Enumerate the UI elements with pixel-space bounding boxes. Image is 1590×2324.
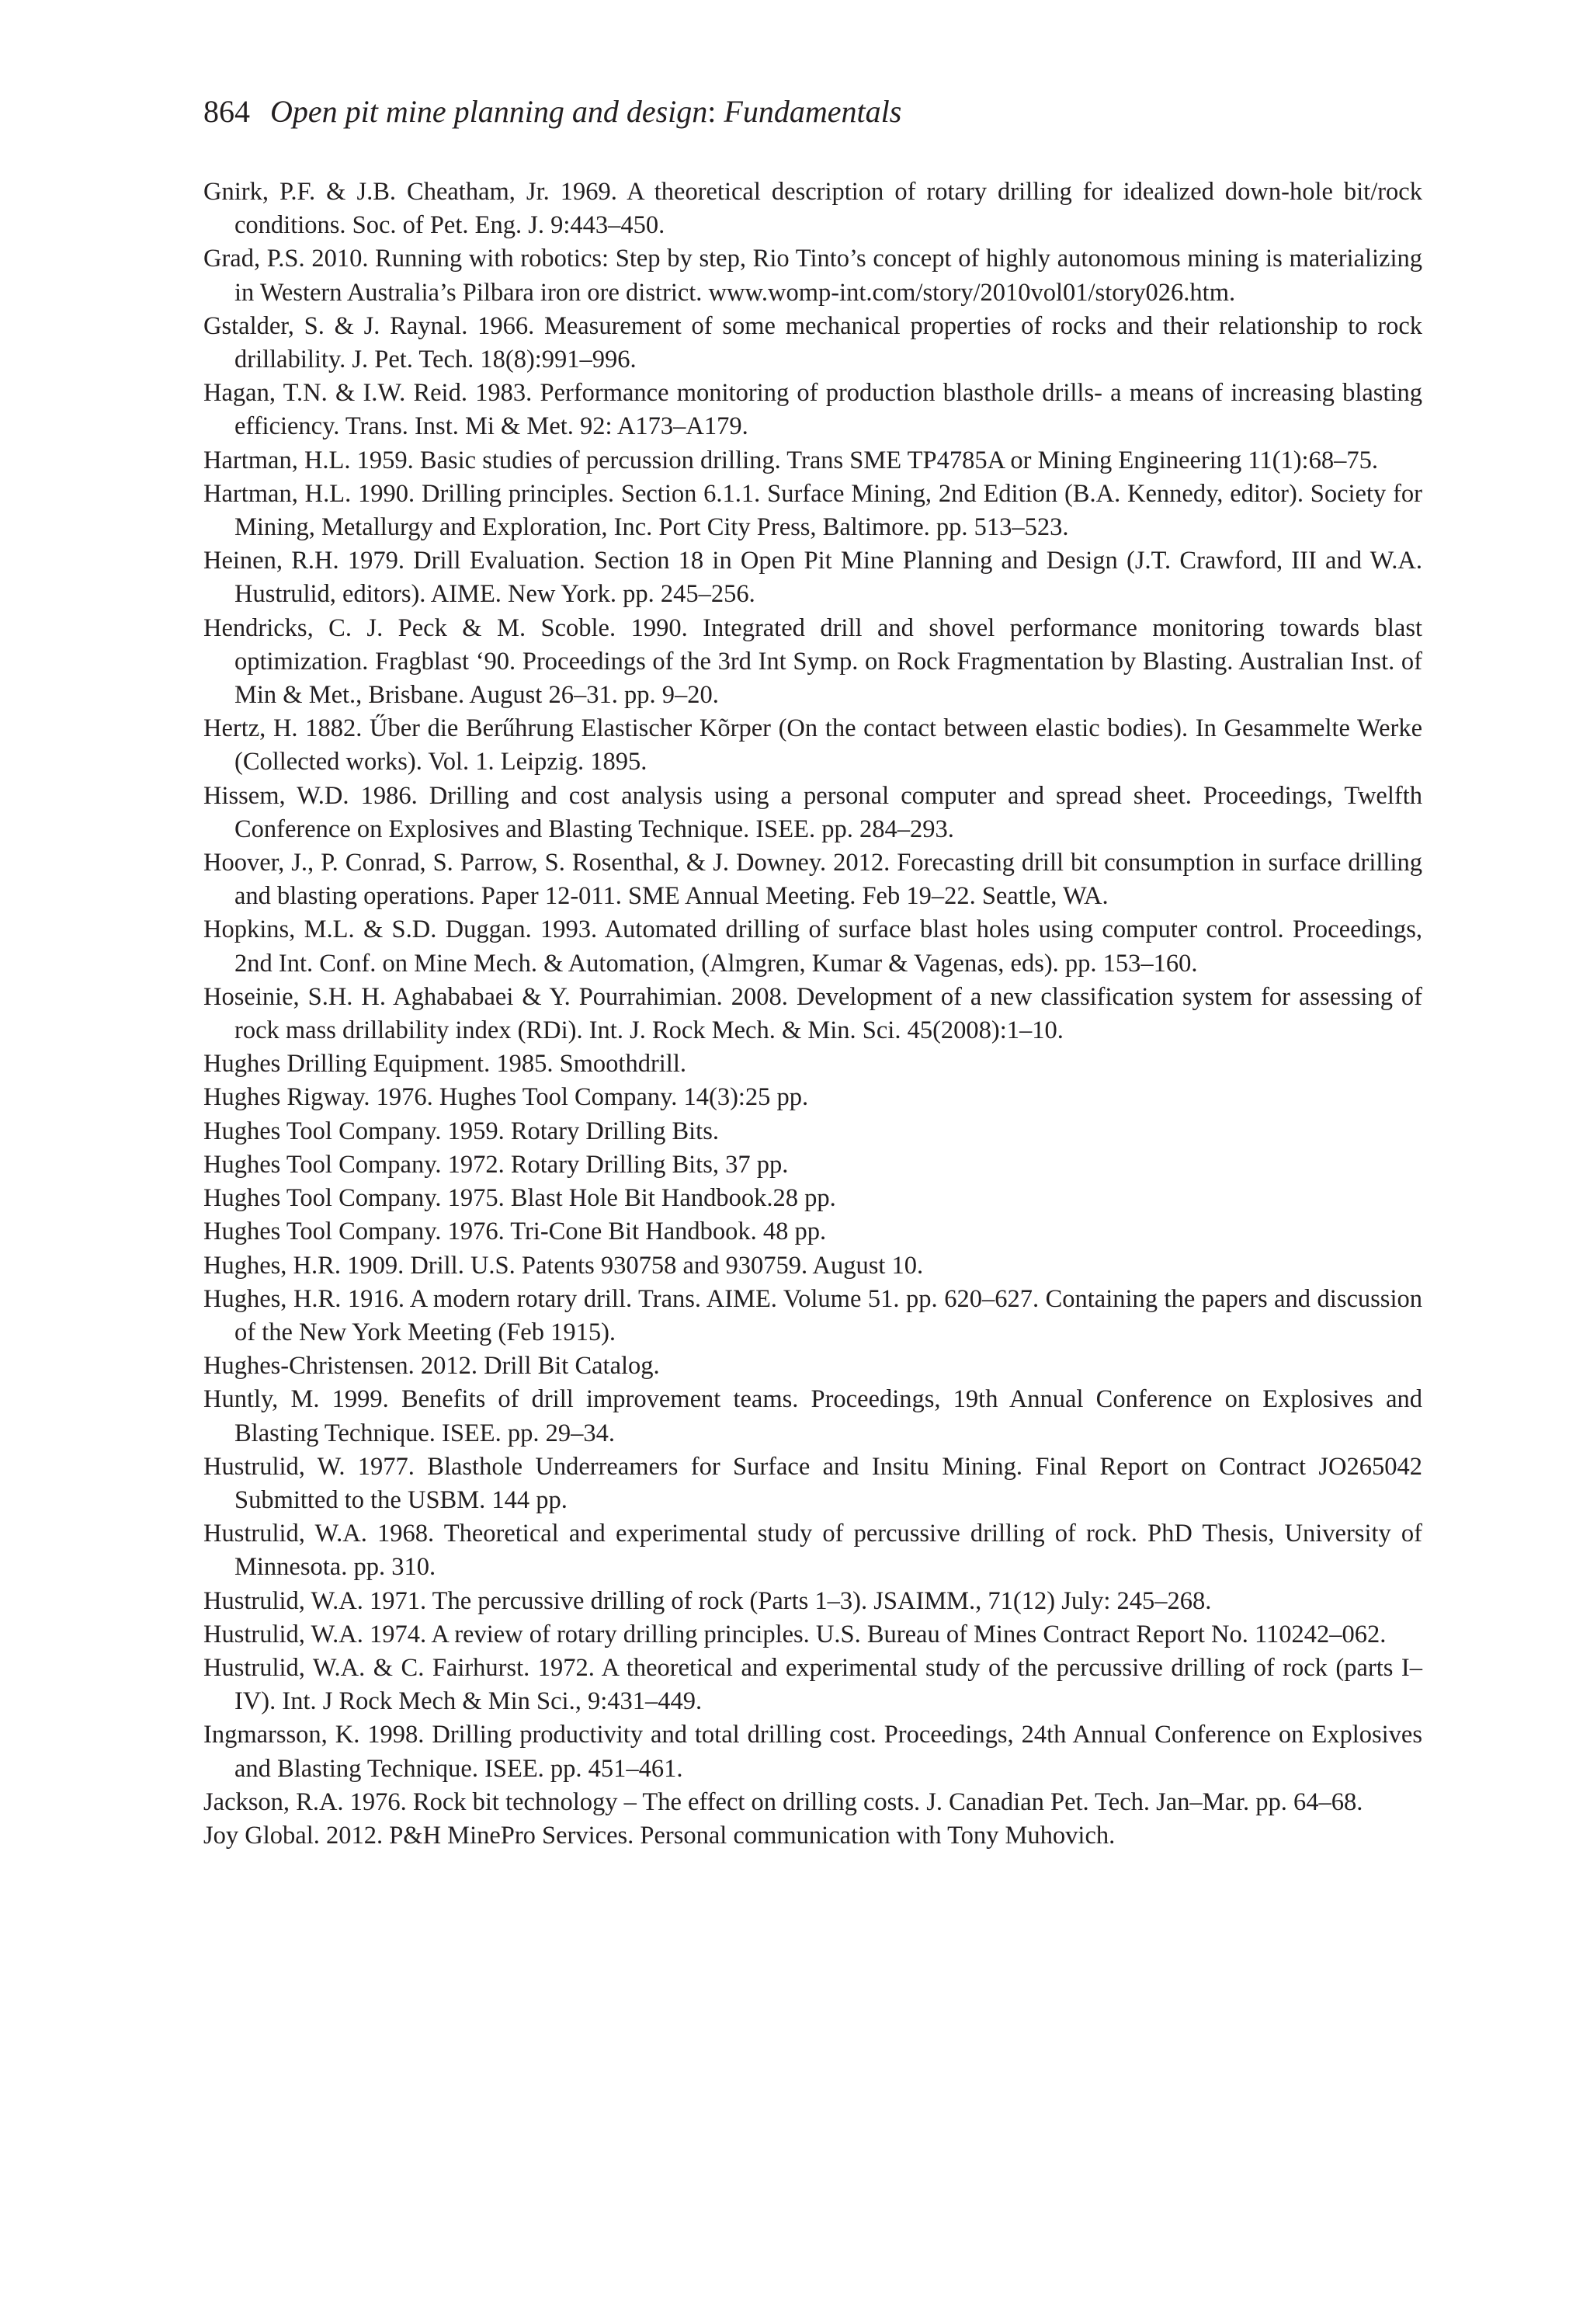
- reference-entry: Joy Global. 2012. P&H MinePro Services. Personal communication with Tony Muhovich.: [203, 1821, 1116, 1850]
- reference-entry: Hughes Rigway. 1976. Hughes Tool Company. 14(3):25 pp.: [203, 1083, 809, 1112]
- reference-list: [203, 175, 1422, 1853]
- reference-entry: Gstalder, S. & J. Raynal. 1966. Measurement of some mechanical properties of rocks and their relationship to rock drillability. J. Pet. Tech. 18(8):991–996.: [203, 311, 1422, 374]
- reference-entry: Hustrulid, W. 1977. Blasthole Underreamers for Surface and Insitu Mining. Final Report on Contract JO265042 Submitted to the USBM. 144 pp.: [203, 1452, 1422, 1514]
- book-title-separator: :: [707, 94, 724, 129]
- reference-entry: Hughes-Christensen. 2012. Drill Bit Catalog.: [203, 1352, 660, 1381]
- reference-entry: Hustrulid, W.A. & C. Fairhurst. 1972. A theoretical and experimental study of the percussive drilling of rock (parts I–IV). Int. J Rock Mech & Min Sci., 9:431–449.: [203, 1653, 1422, 1716]
- reference-entry: Ingmarsson, K. 1998. Drilling productivity and total drilling cost. Proceedings, 24th Annual Conference on Explosives and Blasting Technique. ISEE. pp. 451–461.: [203, 1721, 1422, 1783]
- page-number: 864: [203, 94, 250, 129]
- running-head: [203, 92, 901, 132]
- reference-entry: Hughes Tool Company. 1976. Tri-Cone Bit Handbook. 48 pp.: [203, 1218, 827, 1246]
- reference-entry: Hustrulid, W.A. 1971. The percussive drilling of rock (Parts 1–3). JSAIMM., 71(12) July: 245–268.: [203, 1586, 1212, 1615]
- reference-entry: Jackson, R.A. 1976. Rock bit technology – The effect on drilling costs. J. Canadian Pet. Tech. Jan–Mar. pp. 64–68.: [203, 1787, 1363, 1816]
- reference-entry: Hughes, H.R. 1916. A modern rotary drill. Trans. AIME. Volume 51. pp. 620–627. Containing the papers and discussion of the New York Meeting (Feb 1915).: [203, 1284, 1422, 1346]
- reference-entry: Hughes Drilling Equipment. 1985. Smoothdrill.: [203, 1050, 686, 1079]
- reference-entry: Hughes Tool Company. 1959. Rotary Drilling Bits.: [203, 1117, 719, 1145]
- book-title-sub: Fundamentals: [724, 94, 902, 129]
- reference-entry: Hustrulid, W.A. 1968. Theoretical and experimental study of percussive drilling of rock. PhD Thesis, University of Minnesota. pp. 310.: [203, 1520, 1422, 1582]
- reference-entry: Hustrulid, W.A. 1974. A review of rotary drilling principles. U.S. Bureau of Mines Contract Report No. 110242–062.: [203, 1620, 1387, 1648]
- reference-entry: Heinen, R.H. 1979. Drill Evaluation. Section 18 in Open Pit Mine Planning and Design (J.T. Crawford, III and W.A. Hustrulid, editors). AIME. New York. pp. 245–256.: [203, 547, 1422, 609]
- reference-entry: Hoover, J., P. Conrad, S. Parrow, S. Rosenthal, & J. Downey. 2012. Forecasting drill bit consumption in surface drilling and blasting operations. Paper 12-011. SME Annual Meeting. Feb 19–22. Seattle, WA.: [203, 849, 1422, 911]
- reference-entry: Hendricks, C. J. Peck & M. Scoble. 1990. Integrated drill and shovel performance monitoring towards blast optimization. Fragblast ‘90. Proceedings of the 3rd Int Symp. on Rock Fragmentation by Blasting. Australian Inst. of Min & Met., Brisbane. August 26–31. pp. 9–20.: [203, 613, 1422, 710]
- reference-entry: Gnirk, P.F. & J.B. Cheatham, Jr. 1969. A theoretical description of rotary drilling for idealized down-hole bit/rock conditions. Soc. of Pet. Eng. J. 9:443–450.: [203, 178, 1422, 240]
- reference-entry: Hartman, H.L. 1990. Drilling principles. Section 6.1.1. Surface Mining, 2nd Edition (B.A. Kennedy, editor). Society for Mining, Metallurgy and Exploration, Inc. Port City Press, Baltimore. pp. 513–523.: [203, 479, 1422, 542]
- reference-entry: Hopkins, M.L. & S.D. Duggan. 1993. Automated drilling of surface blast holes using computer control. Proceedings, 2nd Int. Conf. on Mine Mech. & Automation, (Almgren, Kumar & Vagenas, eds). pp. 153–160.: [203, 915, 1422, 978]
- reference-entry: Hughes, H.R. 1909. Drill. U.S. Patents 930758 and 930759. August 10.: [203, 1251, 924, 1280]
- reference-entry: Grad, P.S. 2010. Running with robotics: Step by step, Rio Tinto’s concept of highly autonomous mining is materializing in Western Australia’s Pilbara iron ore district. www.womp-int.com/story/2010vol01/story026.htm.: [203, 245, 1422, 307]
- reference-entry: Hissem, W.D. 1986. Drilling and cost analysis using a personal computer and spread sheet. Proceedings, Twelfth Conference on Explosives and Blasting Technique. ISEE. pp. 284–293.: [203, 781, 1422, 843]
- reference-entry: Hertz, H. 1882. Űber die Berűhrung Elastischer Kõrper (On the contact between elastic bodies). In Gesammelte Werke (Collected works). Vol. 1. Leipzig. 1895.: [203, 714, 1422, 776]
- reference-entry: Hoseinie, S.H. H. Aghababaei & Y. Pourrahimian. 2008. Development of a new classification system for assessing of rock mass drillability index (RDi). Int. J. Rock Mech. & Min. Sci. 45(2008):1–10.: [203, 982, 1422, 1045]
- reference-entry: Hagan, T.N. & I.W. Reid. 1983. Performance monitoring of production blasthole drills- a means of increasing blasting efficiency. Trans. Inst. Mi & Met. 92: A173–A179.: [203, 379, 1422, 441]
- reference-entry: Hughes Tool Company. 1975. Blast Hole Bit Handbook.28 pp.: [203, 1184, 836, 1213]
- reference-entry: Huntly, M. 1999. Benefits of drill improvement teams. Proceedings, 19th Annual Conference on Explosives and Blasting Technique. ISEE. pp. 29–34.: [203, 1385, 1422, 1447]
- book-title: [270, 94, 901, 129]
- reference-entry: Hartman, H.L. 1959. Basic studies of percussion drilling. Trans SME TP4785A or Mining Engineering 11(1):68–75.: [203, 446, 1378, 474]
- reference-entry: Hughes Tool Company. 1972. Rotary Drilling Bits, 37 pp.: [203, 1150, 789, 1179]
- book-title-main: Open pit mine planning and design: [270, 94, 708, 129]
